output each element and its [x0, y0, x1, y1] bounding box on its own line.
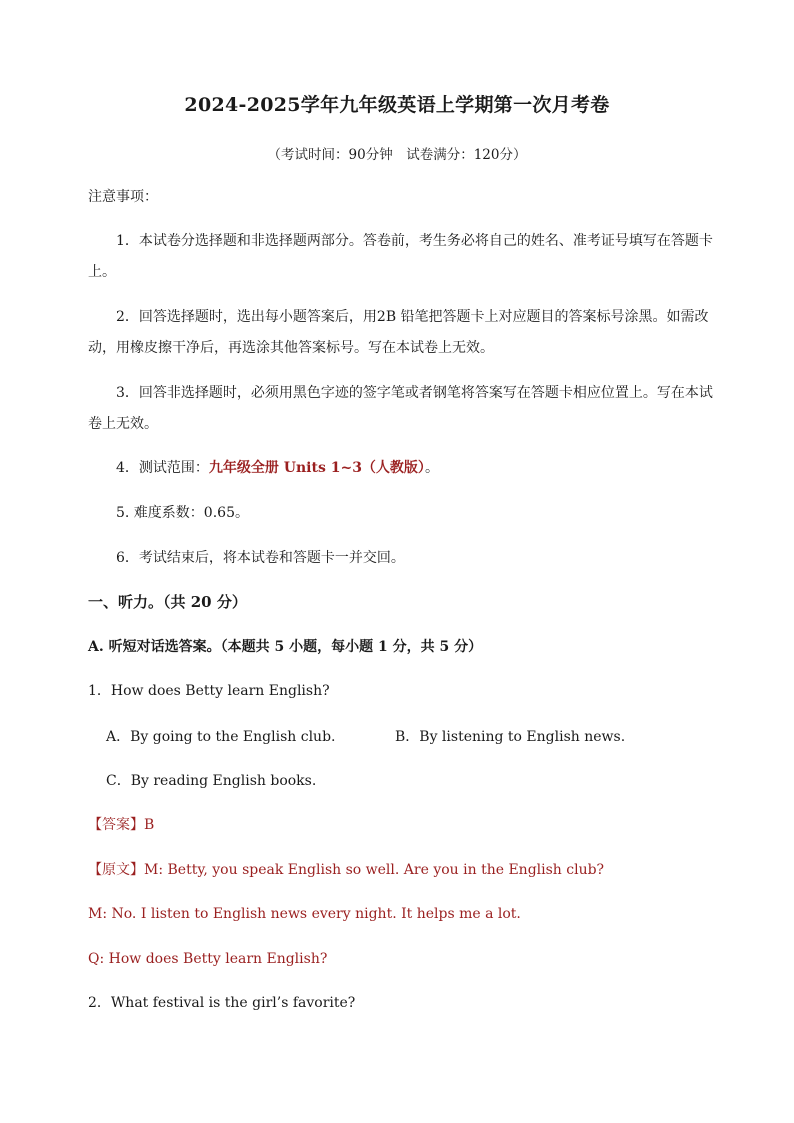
- note-3-line-2: 卷上无效。: [88, 416, 158, 432]
- question-2: 2．What festival is the girl’s favorite?: [88, 995, 356, 1011]
- q1-script-line-2: M: No. I listen to English news every night. It helps me a lot.: [88, 906, 521, 922]
- script-text-1: M: Betty, you speak English so well. Are you in the English club?: [144, 862, 605, 878]
- q1-option-a: A．By going to the English club.: [106, 729, 336, 745]
- note-4: [116, 458, 439, 478]
- answer-label: 【答案】: [88, 817, 144, 833]
- note-3-line-1: 3．回答非选择题时，必须用黑色字迹的签字笔或者钢笔将答案写在答题卡相应位置上。写在本试: [116, 385, 713, 401]
- script-label: 【原文】: [88, 862, 144, 878]
- q1-answer: [88, 815, 154, 835]
- note-4-prefix: 4．测试范围：: [116, 460, 209, 476]
- exam-info: （考试时间：90分钟 试卷满分：120分）: [267, 147, 527, 163]
- note-1-line-2: 上。: [88, 264, 116, 280]
- note-6: 6．考试结束后，将本试卷和答题卡一并交回。: [116, 550, 405, 566]
- notes-heading: 注意事项：: [88, 189, 158, 205]
- note-4-suffix: 。: [424, 460, 439, 476]
- q1-option-b: B．By listening to English news.: [395, 729, 626, 745]
- note-2-line-2: 动，用橡皮擦干净后，再选涂其他答案标号。写在本试卷上无效。: [88, 340, 494, 356]
- q1-option-c: C．By reading English books.: [106, 773, 317, 789]
- note-2-line-1: 2．回答选择题时，选出每小题答案后，用2B 铅笔把答题卡上对应题目的答案标号涂黑。如需改: [116, 309, 709, 325]
- page-title: 2024-2025学年九年级英语上学期第一次月考卷: [184, 94, 610, 116]
- question-1: 1．How does Betty learn English?: [88, 683, 330, 699]
- section-1-heading: 一、听力。（共 20 分）: [88, 593, 247, 611]
- q1-script-line-1: [88, 860, 604, 880]
- note-1-line-1: 1．本试卷分选择题和非选择题两部分。答卷前，考生务必将自己的姓名、准考证号填写在答题卡: [116, 233, 713, 249]
- part-a-heading: A. 听短对话选答案。（本题共 5 小题，每小题 1 分，共 5 分）: [88, 639, 483, 655]
- q1-script-line-3: Q: How does Betty learn English?: [88, 951, 328, 967]
- note-5: 5. 难度系数：0.65。: [116, 505, 249, 521]
- test-scope: 九年级全册 Units 1~3（人教版）: [208, 460, 425, 476]
- answer-value: B: [144, 817, 155, 833]
